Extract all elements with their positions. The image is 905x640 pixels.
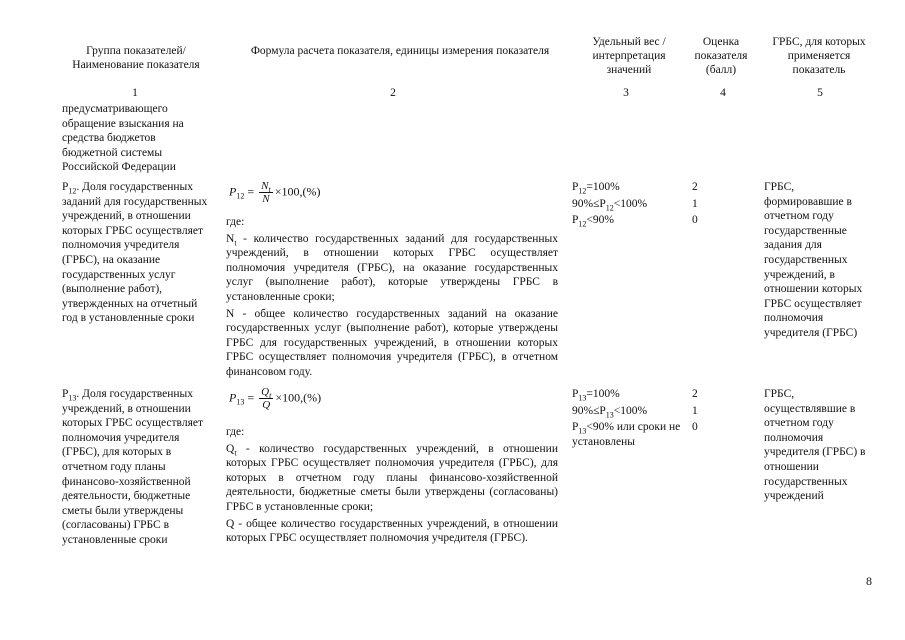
where-label: где:: [226, 216, 245, 228]
definition-q: Q - общее количество государственных учреждений, в отношении которых ГРБС осуществляет полномочия учредителя (ГРБС).: [226, 517, 558, 545]
column-number-3: 3: [623, 87, 629, 99]
applies-p12: ГРБС, формировавшие в отчетном году государственные задания для государственных учреждений, в отношении которых ГРБС осуществляет полномочия учредителя (ГРБС): [764, 181, 863, 339]
header-col-3: Удельный вес / интерпретация значений: [592, 36, 666, 76]
indicator-name-p13: $P_{13}$. Доля государственных учреждений, в отношении которых ГРБС осуществляет полномочия учредителя (ГРБС), для которых в отчетном году планы финансово-хозяйственной деятельности, бюджетные сметы были утверждены (согласованы) ГРБС в установленные сроки: [62, 388, 203, 546]
indicator-name-p12: $P_{12}$. Доля государственных заданий для государственных учреждений, в отношении которых ГРБС осуществляет полномочия учредителя (ГРБС), на оказание государственных услуг (выполнение работ), утвержденных на отчетный год в установленные сроки: [62, 181, 208, 325]
header-col-2: Формула расчета показателя, единицы измерения показателя: [250, 45, 550, 57]
values-p12: [572, 180, 682, 230]
page-number: 8: [866, 574, 872, 588]
column-number-2: 2: [390, 87, 396, 99]
value-p13-2: $90\%\le P_{13}<100\%$: [572, 404, 648, 419]
definition-qt: $Q_t$ - количество государственных учреждений, в отношении которых ГРБС осуществляет полномочия учредителя (ГРБС), для которых в отчетном году планы финансово-хозяйственной деятельности, бюджетные сметы были утверждены (согласованы) ГРБС в установленные сроки;: [226, 442, 558, 513]
definition-n: N - общее количество государственных заданий на оказание государственных услуг (выполнение работ), которые утверждены ГРБС для государственных учреждений, в отношении которых ГРБС осуществляет полномочия учредителя (ГРБС), в отчетном финансовом году.: [226, 307, 558, 378]
applies-p13: ГРБС, осуществлявшие в отчетном году полномочия учредителя (ГРБС) в отношении государственных учреждений: [764, 388, 866, 503]
score-p13-3: 0: [692, 421, 698, 434]
scores-p13: [692, 387, 722, 437]
definitions-p12: [226, 215, 558, 380]
header-col-5: ГРБС, для которых применяется показатель: [772, 36, 866, 76]
values-p13: [572, 387, 684, 451]
score-p13-1: 2: [692, 388, 698, 400]
column-number-5: 5: [817, 87, 823, 99]
continuation-text: предусматривающего обращение взыскания на средства бюджетов бюджетной системы Российской Федерации: [62, 103, 184, 174]
score-p12-3: 0: [692, 214, 698, 227]
value-p12-1: $P_{12}=100\%$: [572, 181, 620, 196]
value-p12-3: $P_{12}<90\%$: [572, 214, 614, 229]
scores-p12: [692, 180, 722, 230]
value-p13-3: $P_{13}<90\%$ или сроки не установлены: [572, 421, 681, 448]
formula-p13: $P_{13}$ = $\frac{Q_t}{Q}$ ×100,(%): [229, 386, 322, 411]
value-p12-2: $90\%\le P_{12}<100\%$: [572, 197, 648, 212]
formula-p12: $P_{12}$ = $\frac{N_t}{N}$ ×100,(%): [229, 180, 321, 205]
header-col-1: Группа показателей/ Наименование показателя: [72, 45, 200, 71]
definitions-p13: [226, 425, 558, 546]
value-p13-1: $P_{13}=100\%$: [572, 388, 620, 403]
definition-nt: $N_t$ - количество государственных заданий для государственных учреждений, в отношении которых ГРБС осуществляет полномочия учредителя (ГРБС), на оказание государственных услуг (выполнение работ), которые утверждены ГРБС в установленные сроки;: [226, 232, 558, 303]
column-number-4: 4: [720, 87, 726, 99]
score-p13-2: 1: [692, 404, 698, 417]
column-number-1: 1: [132, 87, 138, 99]
score-p12-1: 2: [692, 181, 698, 193]
where-label: где:: [226, 426, 245, 438]
score-p12-2: 1: [692, 197, 698, 210]
header-col-4: Оценка показателя (балл): [694, 36, 748, 76]
